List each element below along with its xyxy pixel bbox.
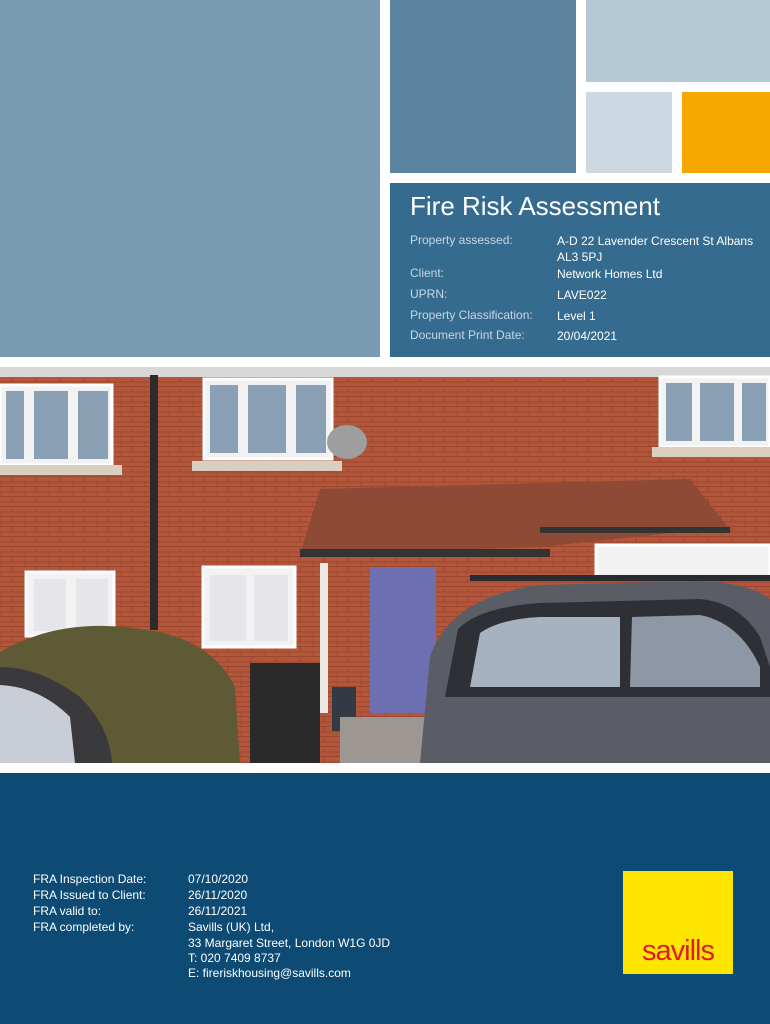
address-street: 33 Margaret Street, London W1G 0JD: [188, 936, 391, 950]
field-value: LAVE022: [557, 288, 607, 302]
footer-band: [0, 773, 770, 1024]
field-value: 26/11/2021: [188, 904, 248, 918]
field-value: A-D 22 Lavender Crescent St Albans AL3 5PJ: [557, 234, 754, 264]
decor-tile-large: [0, 0, 380, 357]
field-value: 26/11/2020: [188, 888, 248, 902]
address-email: E: fireriskhousing@savills.com: [188, 966, 351, 980]
house-photo-illustration: [0, 367, 770, 763]
field-value: Network Homes Ltd: [557, 267, 663, 281]
decor-tile-orange: [682, 92, 770, 173]
document-title: Fire Risk Assessment: [410, 191, 660, 221]
address-phone: T: 020 7409 8737: [188, 951, 281, 965]
field-label: FRA valid to:: [33, 904, 102, 918]
field-value: Level 1: [557, 309, 596, 323]
field-label: FRA Issued to Client:: [33, 888, 146, 902]
field-label: UPRN:: [410, 287, 448, 301]
field-label: Property assessed:: [410, 233, 513, 247]
decor-tile-light-top: [586, 0, 770, 82]
field-value: Savills (UK) Ltd,: [188, 920, 275, 934]
field-label: Client:: [410, 266, 445, 280]
logo-text: savills: [642, 935, 714, 967]
savills-logo: [623, 871, 733, 974]
field-value: 20/04/2021: [557, 329, 618, 343]
field-label: Property Classification:: [410, 308, 533, 322]
field-label: FRA completed by:: [33, 920, 135, 934]
decor-tile-mid: [390, 0, 576, 173]
field-label: FRA Inspection Date:: [33, 872, 147, 886]
field-label: Document Print Date:: [410, 328, 525, 342]
info-panel: [390, 183, 770, 357]
decor-tile-light-small: [586, 92, 672, 173]
field-value: 07/10/2020: [188, 872, 249, 886]
property-photo: [0, 367, 770, 763]
